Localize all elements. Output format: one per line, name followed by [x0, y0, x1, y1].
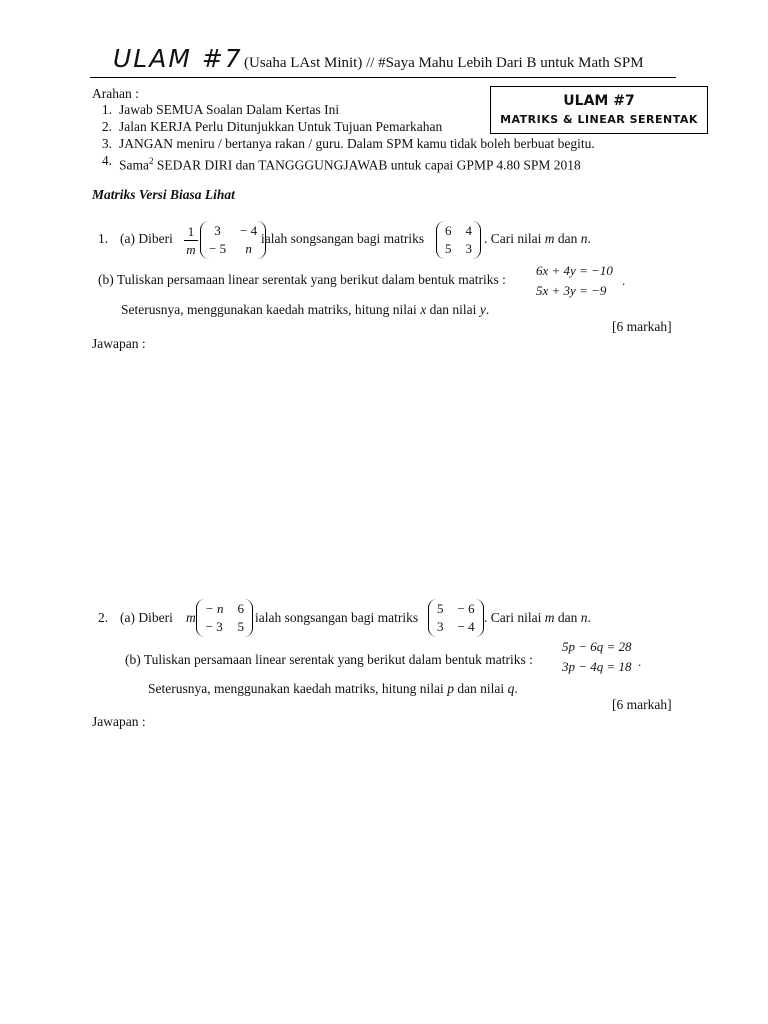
header-divider	[90, 77, 676, 78]
equation-period: .	[622, 273, 626, 288]
badge-topic: MATRIKS & LINEAR SERENTAK	[500, 113, 698, 126]
question-number: 2.	[98, 610, 109, 625]
marks-label: [6 markah]	[612, 697, 672, 712]
question-end-text: . Cari nilai m dan n.	[484, 610, 591, 625]
question-text: ialah songsangan bagi matriks	[261, 231, 425, 246]
part-a-label: (a) Diberi	[120, 231, 173, 246]
matrix-given: 3 − 4 − 5 n	[200, 221, 266, 259]
equation: 5p − 6q = 28	[562, 639, 632, 654]
section-title: Matriks Versi Biasa Lihat	[92, 187, 235, 202]
page-subtitle: (Usaha LAst Minit) // #Saya Mahu Lebih Dari B untuk Math SPM	[244, 55, 644, 71]
part-b-label: (b) Tuliskan persamaan linear serentak yang berikut dalam bentuk matriks :	[125, 652, 533, 667]
equation: 6x + 4y = −10	[536, 263, 613, 278]
follow-up-text: Seterusnya, menggunakan kaedah matriks, hitung nilai x dan nilai y.	[121, 302, 490, 317]
equation: 3p − 4q = 18	[562, 659, 632, 674]
follow-up-text: Seterusnya, menggunakan kaedah matriks, hitung nilai p dan nilai q.	[148, 681, 518, 696]
matrix-original: 5 − 6 3 − 4	[428, 599, 484, 637]
matrix-given: − n 6 − 3 5	[196, 599, 253, 637]
question-number: 1.	[98, 231, 109, 246]
marks-label: [6 markah]	[612, 319, 672, 334]
question-text: ialah songsangan bagi matriks	[255, 610, 419, 625]
equation-period: .	[638, 654, 642, 669]
question-end-text: . Cari nilai m dan n.	[484, 231, 591, 246]
part-a-label: (a) Diberi	[120, 610, 173, 625]
topic-badge	[490, 86, 708, 134]
fraction: 1 m	[184, 224, 198, 257]
equation: 5x + 3y = −9	[536, 283, 607, 298]
scalar-coefficient: m	[186, 610, 196, 625]
matrix-original: 6 4 5 3	[436, 221, 481, 259]
answer-label: Jawapan :	[92, 714, 146, 729]
page-title: ULAM #7	[113, 44, 243, 73]
instructions-heading: Arahan :	[92, 86, 139, 101]
part-b-label: (b) Tuliskan persamaan linear serentak yang berikut dalam bentuk matriks :	[98, 272, 506, 287]
badge-title: ULAM #7	[563, 93, 635, 109]
answer-label: Jawapan :	[92, 336, 146, 351]
